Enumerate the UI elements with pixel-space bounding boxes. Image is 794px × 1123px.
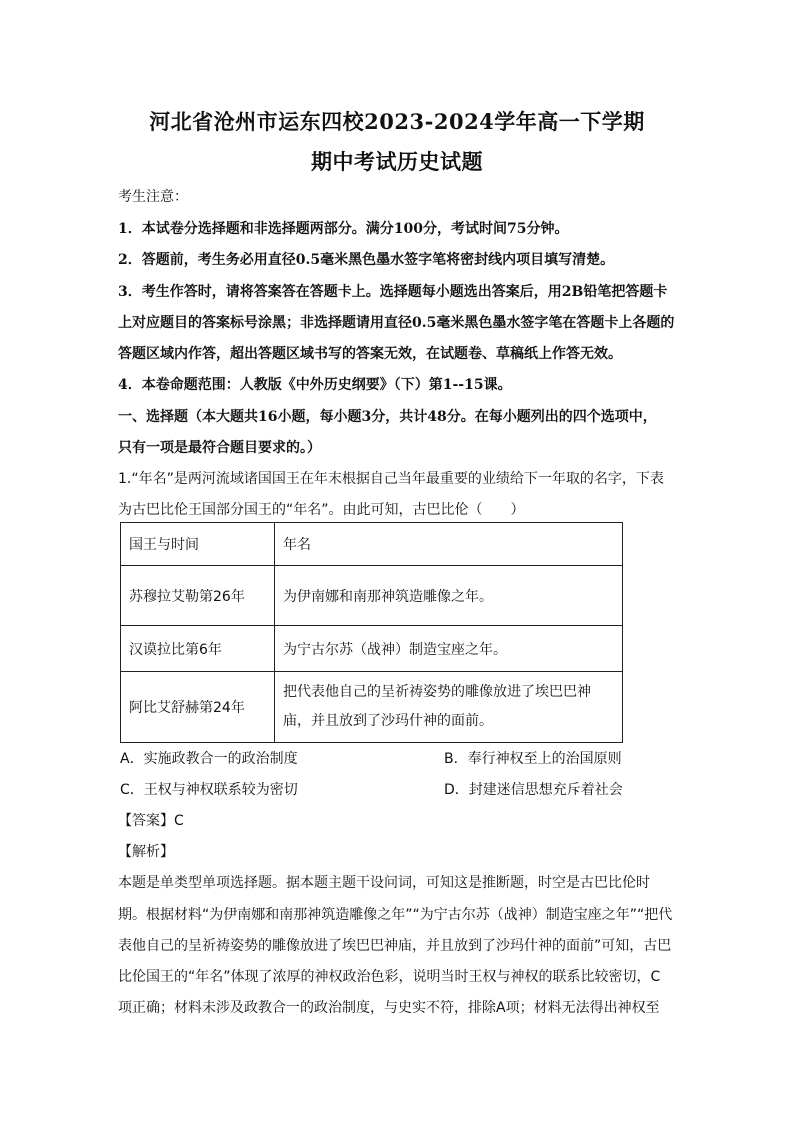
option-a: A．实施政教合一的政治制度 [120, 751, 298, 767]
table-cell-year-name: 为宁古尔苏（战神）制造宝座之年。 [275, 626, 623, 672]
table-cell-year-name: 为伊南娜和南那神筑造雕像之年。 [275, 566, 623, 626]
table-cell-king: 汉谟拉比第6年 [121, 626, 275, 672]
analysis-line: 期。根据材料“为伊南娜和南那神筑造雕像之年”“为宁古尔苏（战神）制造宝座之年”“把代 [118, 907, 673, 923]
table-header-year-name: 年名 [275, 523, 623, 566]
analysis-line: 项正确；材料未涉及政教合一的政治制度，与史实不符，排除A项；材料无法得出神权至 [118, 1000, 660, 1016]
exam-title-line2: 期中考试历史试题 [311, 149, 483, 174]
notice-heading: 考生注意： [118, 189, 188, 205]
year-name-line: 把代表他自己的呈祈祷姿势的雕像放进了埃巴巴神 [283, 684, 591, 700]
notice-item-2: 2．答题前，考生务必用直径0.5毫米黑色墨水签字笔将密封线内项目填写清楚。 [118, 252, 615, 268]
question-stem-line1: 1.“年名”是两河流域诸国国王在年末根据自己当年最重要的业绩给下一年取的名字，下表 [118, 471, 664, 487]
analysis-line: 表他自己的呈祈祷姿势的雕像放进了埃巴巴神庙，并且放到了沙玛什神的面前”可知，古巴 [118, 938, 672, 954]
table-row [121, 672, 623, 743]
table-row [121, 566, 623, 626]
exam-title-line1: 河北省沧州市运东四校2023-2024学年高一下学期 [149, 109, 645, 134]
option-c: C．王权与神权联系较为密切 [120, 782, 298, 798]
notice-item-1: 1．本试卷分选择题和非选择题两部分。满分100分，考试时间75分钟。 [118, 221, 569, 237]
analysis-line: 本题是单类型单项选择题。据本题主题干设问词，可知这是推断题，时空是古巴比伦时 [118, 875, 650, 891]
option-d: D．封建迷信思想充斥着社会 [444, 782, 623, 798]
reign-name-table [120, 522, 623, 743]
notice-item-4: 4．本卷命题范围：人教版《中外历史纲要》（下）第1--15课。 [118, 377, 512, 393]
analysis-heading: 【解析】 [118, 844, 174, 860]
table-cell-year-name [275, 672, 623, 743]
year-name-line: 庙，并且放到了沙玛什神的面前。 [283, 713, 493, 729]
table-cell-king: 阿比艾舒赫第24年 [121, 672, 275, 743]
section-heading-line2: 只有一项是最符合题目要求的。） [118, 440, 321, 456]
notice-item-3-line1: 3．考生作答时，请将答案答在答题卡上。选择题每小题选出答案后，用2B铅笔把答题卡 [118, 284, 668, 300]
section-heading-line1: 一、选择题（本大题共16小题，每小题3分，共计48分。在每小题列出的四个选项中， [118, 409, 657, 425]
option-b: B．奉行神权至上的治国原则 [444, 751, 622, 767]
table-cell-king: 苏穆拉艾勒第26年 [121, 566, 275, 626]
notice-item-3-line3: 答题区域内作答，超出答题区域书写的答案无效，在试题卷、草稿纸上作答无效。 [118, 346, 622, 362]
question-stem-line2: 为古巴比伦王国部分国王的“年名”。由此可知，古巴比伦（ ） [118, 502, 525, 518]
table-header-row [121, 523, 623, 566]
notice-item-3-line2: 上对应题目的答案标号涂黑；非选择题请用直径0.5毫米黑色墨水签字笔在答题卡上各题的 [118, 315, 675, 331]
table-header-king: 国王与时间 [121, 523, 275, 566]
answer-label: 【答案】C [118, 813, 184, 829]
analysis-line: 比伦国王的“年名”体现了浓厚的神权政治色彩，说明当时王权与神权的联系比较密切，C [118, 969, 661, 985]
table-row [121, 626, 623, 672]
